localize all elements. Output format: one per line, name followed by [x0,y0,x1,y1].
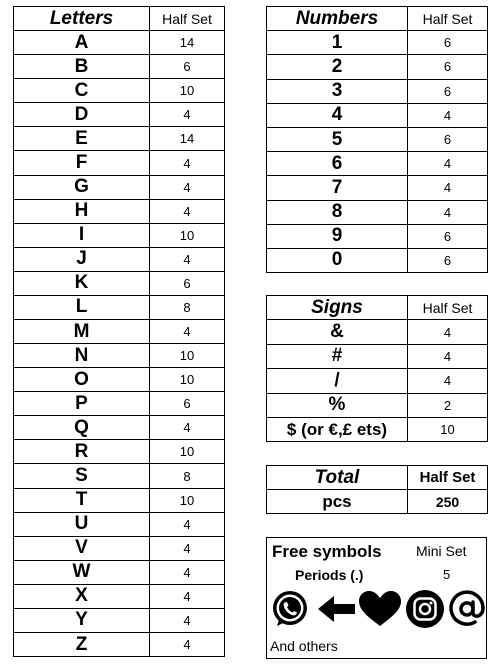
letter-char: I [14,223,150,247]
letter-qty: 4 [150,584,225,608]
total-value-row [267,490,488,514]
letter-char: C [14,79,150,103]
sign-char: $ (or €,£ ets) [267,417,408,441]
letter-row [14,199,225,223]
letter-qty: 10 [150,368,225,392]
at-sign-icon [447,588,487,630]
numbers-header-row [267,7,488,31]
number-qty: 6 [408,127,488,151]
letter-qty: 6 [150,392,225,416]
letter-char: Y [14,608,150,632]
letter-qty: 4 [150,512,225,536]
letter-qty: 4 [150,247,225,271]
letter-qty: 4 [150,608,225,632]
letter-row [14,344,225,368]
arrow-left-icon [316,588,358,630]
number-char: 7 [267,176,408,200]
letter-row [14,247,225,271]
signs-table [266,295,488,442]
letters-column-header: Half Set [150,7,225,31]
letter-char: O [14,368,150,392]
number-row [267,200,488,224]
letter-qty: 4 [150,199,225,223]
letter-row [14,79,225,103]
sign-row [267,369,488,393]
sign-qty: 4 [408,369,488,393]
letter-char: H [14,199,150,223]
number-row [267,31,488,55]
letter-char: K [14,271,150,295]
sign-qty: 2 [408,393,488,417]
letter-qty: 6 [150,55,225,79]
letter-qty: 4 [150,151,225,175]
number-row [267,176,488,200]
signs-header: Signs [267,296,408,320]
number-char: 8 [267,200,408,224]
letter-row [14,175,225,199]
number-char: 3 [267,79,408,103]
letter-char: E [14,127,150,151]
others-label: And others [270,638,338,654]
letter-row [14,584,225,608]
letter-char: D [14,103,150,127]
total-header: Total [267,466,408,490]
number-row [267,224,488,248]
number-char: 9 [267,224,408,248]
letter-qty: 4 [150,633,225,657]
sign-row [267,344,488,368]
letter-char: F [14,151,150,175]
letter-row [14,633,225,657]
number-qty: 6 [408,224,488,248]
letter-char: G [14,175,150,199]
number-qty: 4 [408,103,488,127]
total-label: pcs [267,490,408,514]
sign-row [267,417,488,441]
letter-row [14,488,225,512]
letter-qty: 4 [150,320,225,344]
letter-row [14,464,225,488]
number-row [267,103,488,127]
letter-row [14,560,225,584]
number-char: 6 [267,152,408,176]
letters-header-row [14,7,225,31]
sign-char: # [267,344,408,368]
letter-qty: 4 [150,175,225,199]
sign-char: % [267,393,408,417]
number-row [267,55,488,79]
letter-qty: 8 [150,295,225,319]
letter-char: B [14,55,150,79]
number-char: 2 [267,55,408,79]
number-qty: 4 [408,200,488,224]
number-char: 0 [267,248,408,272]
periods-count: 5 [443,567,451,582]
sign-qty: 4 [408,344,488,368]
number-char: 5 [267,127,408,151]
letters-body [14,31,225,657]
sign-qty: 4 [408,320,488,344]
whatsapp-icon [269,588,311,630]
sign-char: & [267,320,408,344]
number-row [267,152,488,176]
letter-qty: 4 [150,103,225,127]
letter-qty: 6 [150,271,225,295]
letter-char: N [14,344,150,368]
number-qty: 6 [408,248,488,272]
mini-set-label: Mini Set [416,543,467,559]
number-qty: 4 [408,176,488,200]
letter-qty: 4 [150,560,225,584]
total-table [266,465,488,514]
signs-column-header: Half Set [408,296,488,320]
letter-qty: 14 [150,127,225,151]
letter-char: T [14,488,150,512]
sign-qty: 10 [408,417,488,441]
letter-row [14,103,225,127]
free-symbols-box [266,537,487,659]
number-qty: 4 [408,152,488,176]
letter-qty: 10 [150,79,225,103]
letter-char: Q [14,416,150,440]
instagram-icon [404,588,446,630]
numbers-column-header: Half Set [408,7,488,31]
letter-row [14,512,225,536]
numbers-table [266,6,488,273]
number-row [267,248,488,272]
sign-row [267,320,488,344]
letter-char: J [14,247,150,271]
total-column-header: Half Set [408,466,488,490]
letter-row [14,536,225,560]
letter-char: W [14,560,150,584]
signs-header-row [267,296,488,320]
number-qty: 6 [408,79,488,103]
letter-char: S [14,464,150,488]
number-qty: 6 [408,55,488,79]
letter-row [14,392,225,416]
letter-qty: 4 [150,416,225,440]
number-char: 4 [267,103,408,127]
number-row [267,127,488,151]
letters-table [13,6,225,657]
sign-row [267,393,488,417]
letter-qty: 4 [150,536,225,560]
letter-qty: 10 [150,488,225,512]
letter-char: R [14,440,150,464]
letter-row [14,368,225,392]
numbers-body [267,31,488,273]
letter-char: A [14,31,150,55]
periods-label: Periods (.) [295,567,364,583]
letter-row [14,151,225,175]
number-row [267,79,488,103]
total-value: 250 [408,490,488,514]
heart-icon [357,588,403,630]
letter-char: V [14,536,150,560]
number-qty: 6 [408,31,488,55]
number-char: 1 [267,31,408,55]
letters-header: Letters [14,7,150,31]
letter-qty: 10 [150,440,225,464]
letter-char: P [14,392,150,416]
numbers-header: Numbers [267,7,408,31]
letter-char: U [14,512,150,536]
letter-row [14,271,225,295]
letter-row [14,31,225,55]
letter-row [14,223,225,247]
letter-qty: 8 [150,464,225,488]
sign-char: / [267,369,408,393]
letter-row [14,295,225,319]
letter-row [14,127,225,151]
letter-row [14,320,225,344]
letter-row [14,608,225,632]
letter-qty: 14 [150,31,225,55]
letter-char: L [14,295,150,319]
letter-qty: 10 [150,223,225,247]
letter-char: X [14,584,150,608]
signs-body [267,320,488,442]
letter-row [14,416,225,440]
total-header-row [267,466,488,490]
letter-qty: 10 [150,344,225,368]
letter-char: Z [14,633,150,657]
letter-char: M [14,320,150,344]
letter-row [14,55,225,79]
free-symbols-title: Free symbols [272,542,382,561]
letter-row [14,440,225,464]
